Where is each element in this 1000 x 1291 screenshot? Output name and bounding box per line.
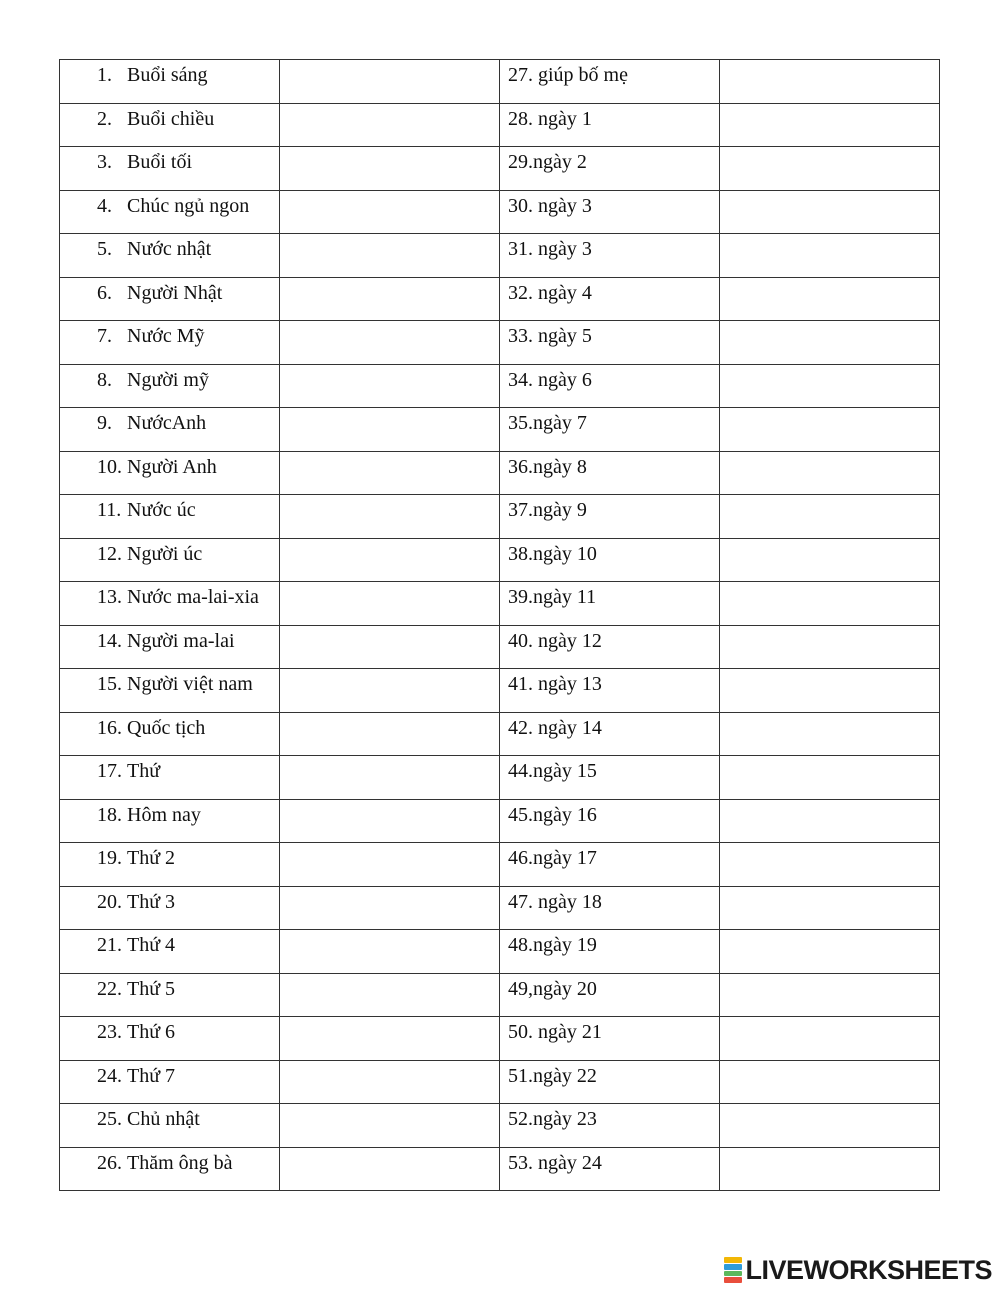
answer-input[interactable] [720,1104,939,1146]
table-row [60,973,940,1017]
item-number: 24. [97,1064,122,1087]
vocab-term: Buổi sáng [127,64,208,86]
table-row [60,756,940,800]
item-number: 13. [97,586,122,608]
vocab-cell-left [60,408,280,452]
vocab-term: Nước úc [127,499,196,521]
liveworksheets-logo-icon [724,1257,742,1283]
answer-cell [280,973,500,1017]
vocab-term: Thứ 4 [127,934,176,956]
vocab-term: 46.ngày 17 [508,847,597,869]
vocab-term: 51.ngày 22 [508,1064,597,1087]
answer-input[interactable] [280,539,499,581]
table-row [60,277,940,321]
vocab-cell-right [500,495,720,539]
table-row [60,843,940,887]
vocab-cell-right [500,799,720,843]
answer-input[interactable] [720,321,939,363]
vocab-term: Nước ma-lai-xia [127,586,259,608]
vocab-term: Thăm ông bà [127,1151,233,1174]
vocab-cell-right [500,1060,720,1104]
vocab-cell-left [60,843,280,887]
answer-input[interactable] [280,147,499,189]
vocab-term: Nước nhật [127,238,212,260]
answer-input[interactable] [280,1017,499,1059]
answer-cell [280,799,500,843]
vocab-term: Buổi chiều [127,107,215,130]
answer-input[interactable] [280,1061,499,1103]
answer-cell [720,364,940,408]
table-row [60,930,940,974]
answer-input[interactable] [280,321,499,363]
vocab-term: Người Anh [127,455,217,478]
vocab-cell-right [500,930,720,974]
vocab-cell-left [60,277,280,321]
vocab-term: 31. ngày 3 [508,238,592,260]
vocab-cell-right [500,1017,720,1061]
answer-cell [720,843,940,887]
item-number: 2. [97,107,112,130]
vocab-term: Người úc [127,542,203,565]
answer-input[interactable] [280,930,499,972]
answer-input[interactable] [280,1148,499,1190]
vocab-term: 27. giúp bố mẹ [508,64,628,86]
item-number: 7. [97,325,112,347]
answer-input[interactable] [280,191,499,233]
logo-stripe [724,1264,742,1270]
table-row [60,364,940,408]
vocab-term: 45.ngày 16 [508,803,597,826]
vocab-cell-right [500,843,720,887]
vocab-term: 36.ngày 8 [508,455,587,478]
logo-stripe [724,1271,742,1277]
vocab-cell-left [60,1017,280,1061]
answer-cell [280,103,500,147]
answer-cell [280,1104,500,1148]
answer-input[interactable] [720,191,939,233]
vocab-cell-left [60,190,280,234]
vocabulary-table [59,59,940,1191]
answer-input[interactable] [720,843,939,885]
answer-input[interactable] [720,756,939,798]
answer-cell [280,1017,500,1061]
vocab-cell-right [500,190,720,234]
answer-input[interactable] [280,60,499,102]
vocab-cell-right [500,582,720,626]
answer-cell [720,495,940,539]
vocab-cell-right [500,321,720,365]
answer-input[interactable] [280,278,499,320]
item-number: 16. [97,716,122,739]
answer-input[interactable] [280,713,499,755]
item-number: 20. [97,890,122,913]
vocab-cell-right [500,1104,720,1148]
answer-input[interactable] [280,234,499,276]
answer-input[interactable] [280,800,499,842]
answer-input[interactable] [280,626,499,668]
answer-cell [280,669,500,713]
item-number: 5. [97,238,112,260]
answer-cell [720,190,940,234]
item-number: 12. [97,542,122,565]
vocab-cell-right [500,669,720,713]
table-row [60,582,940,626]
answer-cell [280,60,500,104]
answer-cell [280,190,500,234]
table-row [60,190,940,234]
vocab-term: Thứ [127,760,161,782]
vocab-cell-right [500,712,720,756]
answer-cell [280,234,500,278]
vocab-cell-left [60,886,280,930]
answer-input[interactable] [720,104,939,146]
answer-input[interactable] [720,147,939,189]
answer-input[interactable] [720,1148,939,1190]
answer-cell [720,408,940,452]
answer-cell [720,756,940,800]
vocab-cell-left [60,1104,280,1148]
vocab-term: Người việt nam [127,673,253,695]
answer-cell [720,451,940,495]
vocab-term: Buổi tối [127,151,193,173]
answer-input[interactable] [280,408,499,450]
item-number: 19. [97,847,122,869]
vocab-term: Quốc tịch [127,716,206,739]
answer-cell [280,321,500,365]
vocab-term: 30. ngày 3 [508,194,592,217]
item-number: 23. [97,1021,122,1043]
vocab-cell-left [60,625,280,669]
vocab-cell-left [60,712,280,756]
answer-input[interactable] [720,800,939,842]
vocab-term: 40. ngày 12 [508,629,602,652]
answer-input[interactable] [720,974,939,1016]
answer-input[interactable] [720,408,939,450]
vocab-cell-left [60,669,280,713]
answer-cell [720,1147,940,1191]
table-row [60,886,940,930]
vocab-cell-left [60,930,280,974]
answer-cell [720,712,940,756]
answer-cell [280,886,500,930]
table-row [60,799,940,843]
table-row [60,712,940,756]
answer-cell [280,495,500,539]
answer-cell [280,147,500,191]
table-row [60,234,940,278]
answer-input[interactable] [720,1061,939,1103]
answer-cell [720,538,940,582]
vocab-term: Thứ 3 [127,890,176,913]
item-number: 9. [97,412,112,434]
answer-input[interactable] [720,930,939,972]
vocab-term: Người Nhật [127,281,223,304]
table-row [60,495,940,539]
vocab-term: 38.ngày 10 [508,542,597,565]
item-number: 18. [97,803,122,826]
vocab-cell-right [500,277,720,321]
item-number: 17. [97,760,122,782]
vocab-cell-right [500,60,720,104]
item-number: 3. [97,151,112,173]
answer-input[interactable] [280,452,499,494]
answer-cell [720,1017,940,1061]
vocab-cell-left [60,364,280,408]
answer-input[interactable] [280,104,499,146]
vocab-cell-left [60,495,280,539]
item-number: 4. [97,194,112,217]
answer-cell [280,1060,500,1104]
answer-input[interactable] [280,843,499,885]
vocab-term: Người mỹ [127,368,209,391]
table-row [60,669,940,713]
vocab-cell-left [60,538,280,582]
vocab-term: 42. ngày 14 [508,716,602,739]
answer-cell [720,886,940,930]
item-number: 14. [97,629,122,652]
answer-input[interactable] [280,669,499,711]
answer-cell [720,234,940,278]
item-number: 22. [97,977,122,1000]
vocab-term: Nước Mỹ [127,325,205,347]
answer-input[interactable] [720,495,939,537]
answer-input[interactable] [720,452,939,494]
item-number: 26. [97,1151,122,1174]
vocab-term: 28. ngày 1 [508,107,592,130]
vocab-cell-right [500,625,720,669]
vocab-cell-left [60,756,280,800]
table-row [60,147,940,191]
answer-input[interactable] [720,582,939,624]
vocab-cell-right [500,408,720,452]
item-number: 6. [97,281,112,304]
vocab-term: 50. ngày 21 [508,1021,602,1043]
item-number: 10. [97,455,122,478]
table-row [60,538,940,582]
answer-input[interactable] [720,234,939,276]
answer-cell [280,582,500,626]
vocab-term: Hôm nay [127,803,201,826]
vocab-term: 32. ngày 4 [508,281,592,304]
vocab-cell-left [60,582,280,626]
vocab-term: NướcAnh [127,412,207,434]
vocab-cell-left [60,1147,280,1191]
vocab-cell-left [60,321,280,365]
vocab-cell-left [60,60,280,104]
vocab-cell-right [500,886,720,930]
answer-input[interactable] [720,1017,939,1059]
vocab-cell-left [60,973,280,1017]
vocab-cell-right [500,147,720,191]
vocab-term: Chủ nhật [127,1108,200,1130]
vocab-term: 37.ngày 9 [508,499,587,521]
answer-cell [280,625,500,669]
answer-input[interactable] [280,756,499,798]
vocab-term: Thứ 2 [127,847,176,869]
vocab-term: 44.ngày 15 [508,760,597,782]
item-number: 21. [97,934,122,956]
vocab-term: 29.ngày 2 [508,151,587,173]
answer-cell [720,147,940,191]
answer-cell [280,538,500,582]
answer-cell [280,408,500,452]
vocab-term: Thứ 7 [127,1064,176,1087]
table-row [60,103,940,147]
table-row [60,1017,940,1061]
answer-cell [280,451,500,495]
item-number: 8. [97,368,112,391]
item-number: 1. [97,64,112,86]
vocab-cell-right [500,103,720,147]
vocab-term: 33. ngày 5 [508,325,592,347]
table-row [60,451,940,495]
answer-cell [720,799,940,843]
vocab-term: 52.ngày 23 [508,1108,597,1130]
vocabulary-table-body [60,60,940,1191]
answer-cell [720,103,940,147]
table-row [60,60,940,104]
table-row [60,321,940,365]
table-row [60,408,940,452]
answer-input[interactable] [280,582,499,624]
answer-input[interactable] [720,626,939,668]
answer-cell [280,1147,500,1191]
table-row [60,1104,940,1148]
logo-stripe [724,1257,742,1263]
vocab-term: 39.ngày 11 [508,586,597,608]
vocab-cell-right [500,756,720,800]
answer-cell [720,1060,940,1104]
vocab-cell-right [500,234,720,278]
answer-cell [280,756,500,800]
vocab-term: Người ma-lai [127,629,235,652]
logo-stripe [724,1277,742,1283]
item-number: 15. [97,673,122,695]
answer-input[interactable] [280,887,499,929]
answer-cell [720,1104,940,1148]
answer-cell [720,321,940,365]
vocab-term: 53. ngày 24 [508,1151,602,1174]
answer-cell [280,930,500,974]
item-number: 25. [97,1108,122,1130]
answer-cell [720,582,940,626]
vocab-term: 35.ngày 7 [508,412,587,434]
answer-input[interactable] [720,278,939,320]
vocab-term: 49,ngày 20 [508,977,597,1000]
answer-input[interactable] [280,974,499,1016]
answer-input[interactable] [720,669,939,711]
answer-cell [720,973,940,1017]
vocab-cell-right [500,451,720,495]
answer-cell [720,625,940,669]
vocab-cell-left [60,103,280,147]
vocab-term: Thứ 5 [127,977,176,1000]
vocab-cell-left [60,234,280,278]
vocab-cell-right [500,1147,720,1191]
answer-input[interactable] [720,887,939,929]
item-number: 11. [97,499,122,521]
answer-input[interactable] [720,539,939,581]
brand-name: LIVEWORKSHEETS [745,1255,992,1285]
table-row [60,1060,940,1104]
vocab-term: 47. ngày 18 [508,890,602,913]
answer-cell [720,930,940,974]
answer-cell [720,277,940,321]
vocab-cell-left [60,451,280,495]
answer-input[interactable] [280,495,499,537]
answer-cell [720,60,940,104]
vocab-term: Thứ 6 [127,1021,176,1043]
answer-input[interactable] [280,365,499,407]
vocab-cell-right [500,364,720,408]
table-row [60,625,940,669]
answer-cell [280,843,500,887]
answer-input[interactable] [720,365,939,407]
answer-input[interactable] [720,713,939,755]
table-row [60,1147,940,1191]
vocab-cell-left [60,799,280,843]
vocab-cell-right [500,538,720,582]
answer-cell [720,669,940,713]
liveworksheets-brand [724,1255,992,1285]
vocab-cell-right [500,973,720,1017]
answer-cell [280,364,500,408]
vocab-term: 48.ngày 19 [508,934,597,956]
vocab-term: Chúc ngủ ngon [127,194,250,217]
vocab-term: 34. ngày 6 [508,368,592,391]
vocab-cell-left [60,1060,280,1104]
answer-cell [280,277,500,321]
answer-cell [280,712,500,756]
answer-input[interactable] [720,60,939,102]
answer-input[interactable] [280,1104,499,1146]
vocab-cell-left [60,147,280,191]
vocab-term: 41. ngày 13 [508,673,602,695]
